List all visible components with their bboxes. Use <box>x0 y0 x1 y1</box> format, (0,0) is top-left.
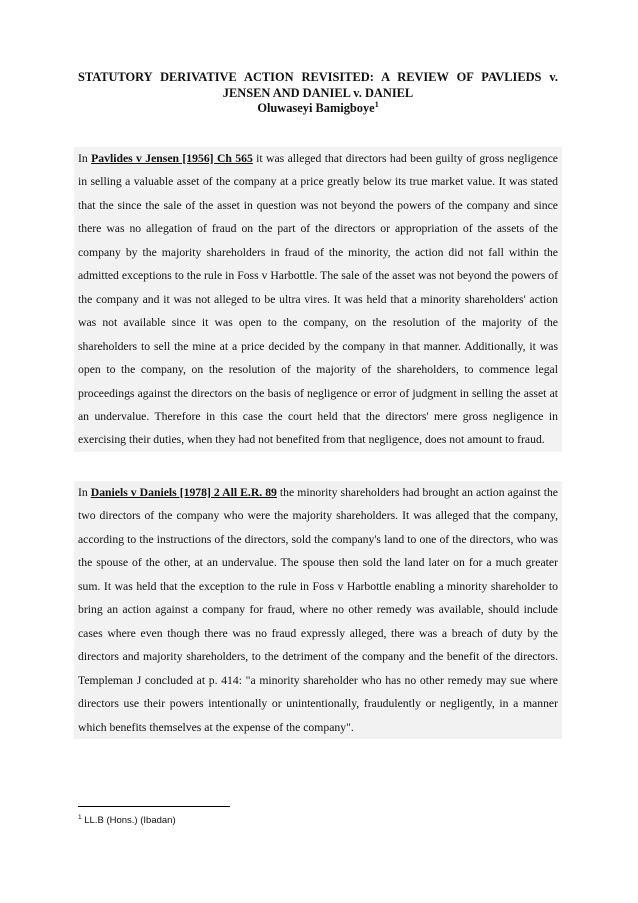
case-citation-daniels: Daniels v Daniels [1978] 2 All E.R. 89 <box>90 486 277 499</box>
author-line <box>78 101 558 117</box>
footnote-text: LL.B (Hons.) (Ibadan) <box>81 815 176 827</box>
title-line-1: STATUTORY DERIVATIVE ACTION REVISITED: A REVIEW OF PAVLIEDS v. <box>78 70 558 84</box>
paragraph-pavlides <box>74 147 562 452</box>
author-name: Oluwaseyi Bamigboye <box>257 101 375 115</box>
footnote-separator <box>78 806 230 807</box>
title-line-2: JENSEN AND DANIEL v. DANIEL <box>222 85 414 100</box>
document-title <box>78 70 558 117</box>
case-citation-pavlides: Pavlides v Jensen [1956] Ch 565 <box>91 152 253 165</box>
footnote-number: 1 <box>78 814 82 821</box>
paragraph-intro: In <box>78 152 92 165</box>
paragraph-intro: In <box>78 486 91 499</box>
footnote-reference: 1 <box>374 99 379 109</box>
footnote <box>78 812 176 827</box>
paragraph-text: it was alleged that directors had been guilty of gross negligence in selling a valuable asset of the company at a price greatly below its true market value. It was stated that the since the sale of the asset in question was not beyond the powers of the company and since there was no allegation of fraud on the part of the directors or appropriation of the assets of the company by the majority shareholders in fraud of the minority, the action did not fall within the admitted exceptions to the rule in Foss v Harbottle. The sale of the asset was not beyond the powers of the company and it was not alleged to be ultra vires. It was held that a minority shareholders' action was not available since it was open to the company, on the resolution of the majority of the shareholders to sell the mine at a price decided by the company in that manner. Additionally, it was open to the company, on the resolution of the majority of the shareholders, to commence legal proceedings against the directors on the basis of negligence or error of judgment in selling the asset at an undervalue. Therefore in this case the court held that the directors' mere gross negligence in exercising their duties, when they had not benefited from that negligence, does not amount to fraud. <box>78 152 558 447</box>
paragraph-daniels <box>74 481 562 739</box>
paragraph-text: the minority shareholders had brought an action against the two directors of the company who were the majority shareholders. It was alleged that the company, according to the instructions of the directors, sold the company's land to one of the directors, who was the spouse of the other, at an undervalue. The spouse then sold the land later on for a much greater sum. It was held that the exception to the rule in Foss v Harbottle enabling a minority shareholder to bring an action against a company for fraud, where no other remedy was available, should include cases where even though there was no fraud expressly alleged, there was a breach of duty by the directors and majority shareholders, to the detriment of the company and the benefit of the directors. Templeman J concluded at p. 414: "a minority shareholder who has no other remedy may sue where directors use their powers intentionally or unintentionally, fraudulently or negligently, in a manner which benefits themselves at the expense of the company". <box>78 486 558 734</box>
